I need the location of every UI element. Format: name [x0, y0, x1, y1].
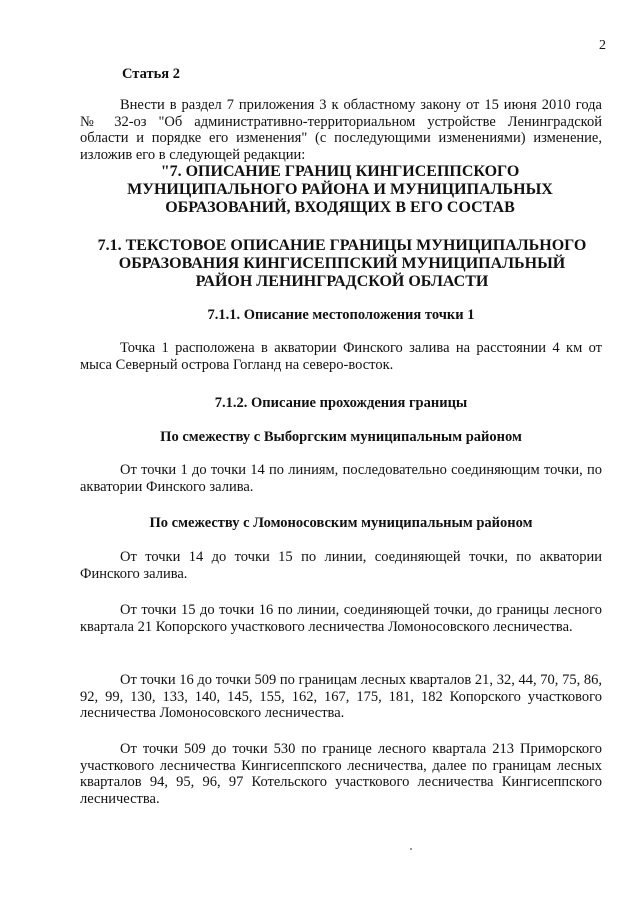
section-title: "7. ОПИСАНИЕ ГРАНИЦ КИНГИСЕППСКОГО МУНИЦИПАЛЬНОГО РАЙОНА И МУНИЦИПАЛЬНЫХ ОБРАЗОВАНИЙ, ВХОДЯЩИХ В ЕГО СОСТАВ: [127, 163, 553, 216]
article-heading: Статья 2: [122, 66, 180, 82]
heading-lomonosov: По смежеству с Ломоносовским муниципальным районом: [149, 515, 533, 531]
paragraph-15-16: От точки 15 до точки 16 по линии, соединяющей точки, до границы лесного квартала 21 Копорского участкового лесничества Ломоносовского лесничества.: [80, 602, 602, 635]
heading-vyborg: По смежеству с Выборгским муниципальным районом: [160, 429, 522, 445]
page-number: 2: [599, 38, 606, 53]
paragraph-16-509: От точки 16 до точки 509 по границам лесных кварталов 21, 32, 44, 70, 75, 86, 92, 99, 130, 133, 140, 145, 155, 162, 167, 175, 181, 182 Копорского участкового лесничества Ломоносовского лесничества.: [80, 672, 602, 721]
paragraph-14-15: От точки 14 до точки 15 по линии, соединяющей точки, по акватории Финского залива.: [80, 549, 602, 582]
subsection-title: 7.1. ТЕКСТОВОЕ ОПИСАНИЕ ГРАНИЦЫ МУНИЦИПАЛЬНОГО ОБРАЗОВАНИЯ КИНГИСЕППСКИЙ МУНИЦИПАЛЬНЫЙ РАЙОН ЛЕНИНГРАДСКОЙ ОБЛАСТИ: [97, 237, 587, 290]
paragraph-point-1: Точка 1 расположена в акватории Финского залива на расстоянии 4 км от мыса Северный острова Гогланд на северо-восток.: [80, 340, 602, 373]
scan-speck: [410, 848, 412, 850]
heading-7-1-2: 7.1.2. Описание прохождения границы: [214, 395, 468, 411]
intro-paragraph: Внести в раздел 7 приложения 3 к областному закону от 15 июня 2010 года № 32-оз "Об административно-территориальном устройстве Ленинградской области и порядке его изменения" (с последующими изменениями) изменение, изложив его в следующей редакции:: [80, 97, 602, 163]
heading-7-1-1: 7.1.1. Описание местоположения точки 1: [207, 307, 475, 323]
paragraph-509-530: От точки 509 до точки 530 по границе лесного квартала 213 Приморского участкового лесничества Кингисеппского лесничества, далее по границам лесных кварталов 94, 95, 96, 97 Котельского участкового лесничества Кингисеппского лесничества.: [80, 741, 602, 807]
paragraph-vyborg: От точки 1 до точки 14 по линиям, последовательно соединяющим точки, по акватории Финского залива.: [80, 462, 602, 495]
